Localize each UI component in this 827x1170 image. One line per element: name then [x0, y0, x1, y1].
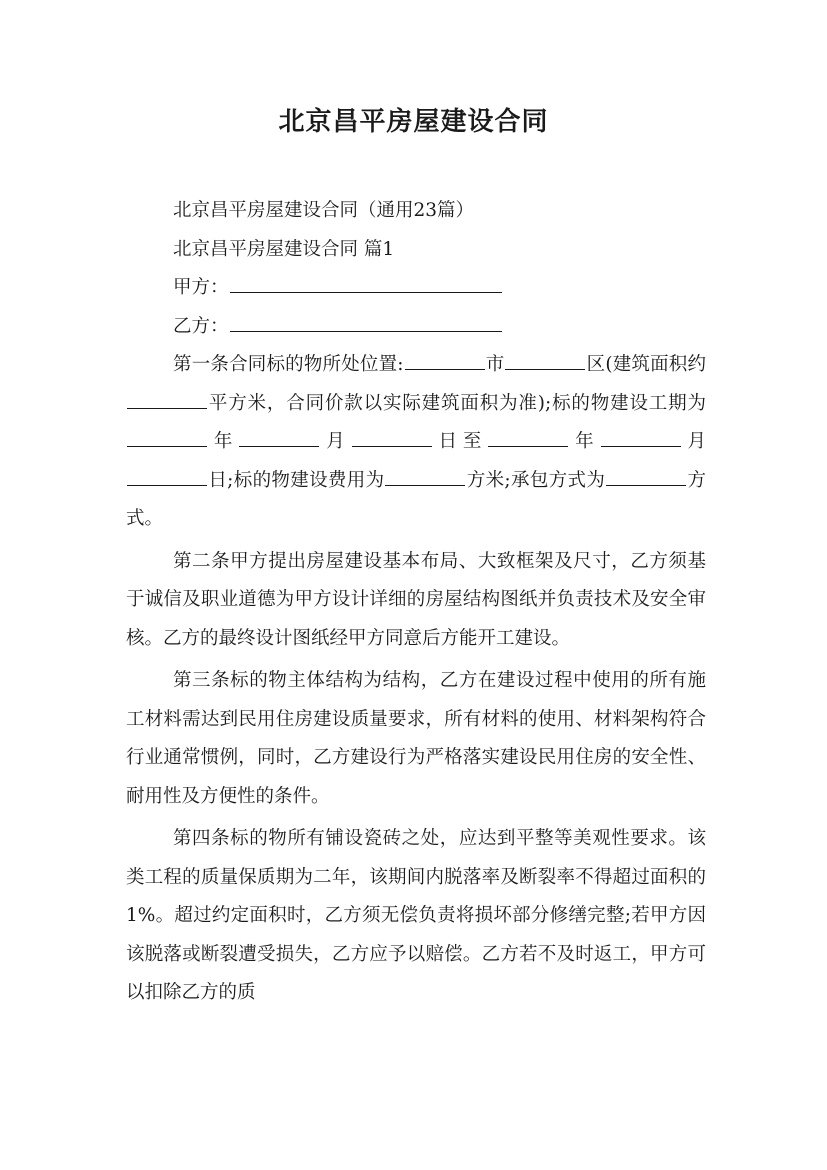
article-2: 第二条甲方提出房屋建设基本布局、大致框架及尺寸，乙方须基于诚信及职业道德为甲方设计详细的房屋结构图纸并负责技术及安全审核。乙方的最终设计图纸经甲方同意后方能开工建设。	[126, 550, 706, 649]
blank-field	[601, 426, 681, 447]
blank-field	[505, 349, 585, 370]
party-b-label: 乙方：	[173, 315, 229, 337]
blank-field	[352, 426, 432, 447]
document-title: 北京昌平房屋建设合同	[278, 107, 549, 137]
party-a-label: 甲方：	[173, 277, 229, 298]
blank-field	[405, 349, 485, 370]
party-b-line	[126, 308, 706, 347]
blank-field	[606, 465, 686, 486]
article-1-text: 第一条合同标的物所处位置:	[173, 354, 404, 375]
article-1-text: 市	[485, 354, 505, 375]
article-1	[126, 346, 706, 539]
party-b-blank	[230, 311, 502, 332]
article-1-text: 方式。	[126, 469, 707, 529]
blank-field	[385, 465, 465, 486]
blank-field	[127, 426, 207, 447]
article-1-text: 月	[681, 431, 706, 452]
article-1-text: 月	[320, 431, 351, 452]
article-1-text: 日;标的物建设费用为	[208, 469, 385, 491]
article-1-text: 方米;承包方式为	[466, 469, 606, 491]
article-1-text: 年	[569, 431, 600, 452]
blank-field	[488, 426, 568, 447]
blank-field	[239, 426, 319, 447]
article-1-text: 日至	[432, 431, 488, 452]
article-4: 第四条标的物所有铺设瓷砖之处，应达到平整等美观性要求。该类工程的质量保质期为二年，该期间内脱落率及断裂率不得超过面积的1%。超过约定面积时，乙方须无偿负责将损坏部分修缮完整;若甲方因该脱落或断裂遭受损失，乙方应予以赔偿。乙方若不及时返工，甲方可以扣除乙方的质	[126, 828, 706, 1003]
article-1-text: 平方米，合同价款以实际建筑面积为准);标的物建设工期为	[208, 392, 706, 414]
article-1-text: 年	[208, 431, 239, 452]
blank-field	[127, 388, 207, 409]
document-body	[126, 192, 706, 1013]
document-subtitle: 北京昌平房屋建设合同（通用23篇）	[173, 200, 475, 221]
section-heading: 北京昌平房屋建设合同 篇1	[173, 238, 395, 260]
blank-field	[127, 465, 207, 486]
article-1-text: 区(建筑面积约	[586, 354, 706, 375]
party-a-line	[126, 269, 706, 308]
article-3: 第三条标的物主体结构为结构，乙方在建设过程中使用的所有施工材料需达到民用住房建设质量要求，所有材料的使用、材料架构符合行业通常惯例，同时，乙方建设行为严格落实建设民用住房的安全性、耐用性及方便性的条件。	[126, 670, 706, 807]
party-a-blank	[230, 272, 502, 293]
